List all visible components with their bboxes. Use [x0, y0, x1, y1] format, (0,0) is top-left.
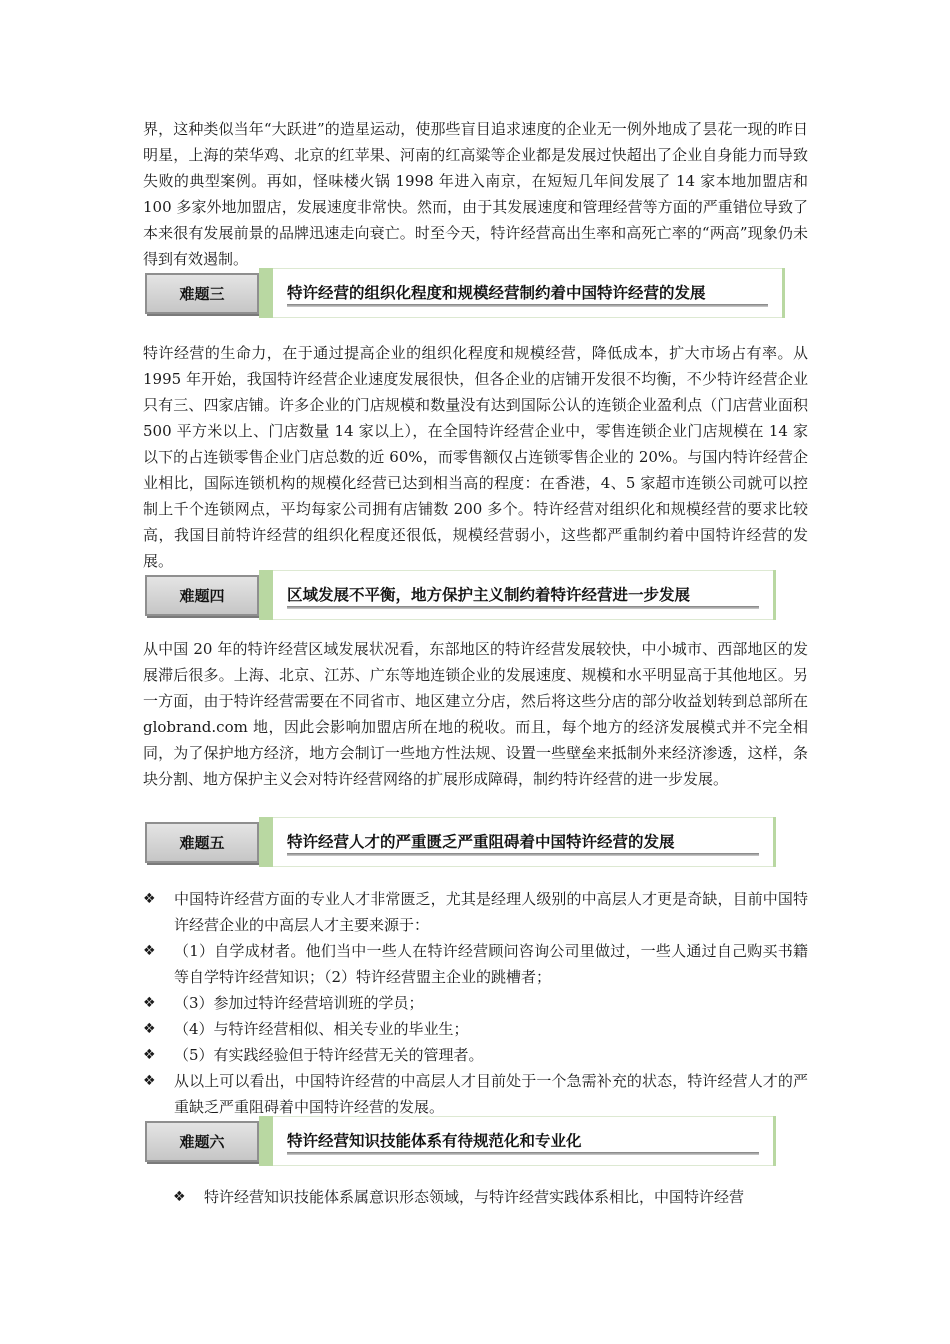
banner-title: 特许经营知识技能体系有待规范化和专业化: [273, 1116, 773, 1166]
paragraph-scale-operations: 特许经营的生命力，在于通过提高企业的组织化程度和规模经营，降低成本，扩大市场占有率。从 1995 年开始，我国特许经营企业速度发展很快，但各企业的店铺开发很不均衡，不少特许经营企业只有三、四家店铺。许多企业的门店规模和数量没有达到国际公认的连锁企业盈利点（门店营业面积 500 平方米以上、门店数量 14 家以上），在全国特许经营企业中，零售连锁企业门店规模在 14 家以下的占连锁零售企业门店总数的近 60%，而零售额仅占连锁零售企业的 20%。与国内特许经营企业相比，国际连锁机构的规模化经营已达到相当高的程度：在香港，4、5 家超市连锁公司就可以控制上千个连锁网点，平均每家公司拥有店铺数 200 多个。特许经营对组织化和规模经营的要求比较高，我国目前特许经营的组织化程度还很低，规模经营弱小，这些都严重制约着中国特许经营的发展。: [143, 344, 808, 570]
banner-divider: [259, 1116, 273, 1166]
section-banner-6: [143, 1116, 776, 1166]
list-item: ❖ （4）与特许经营相似、相关专业的毕业生；: [143, 1016, 808, 1042]
section-banner-3: [143, 268, 785, 318]
banner-title: 特许经营的组织化程度和规模经营制约着中国特许经营的发展: [273, 268, 782, 318]
section-banner-4: [143, 570, 776, 620]
banner-label: 难题五: [145, 822, 259, 863]
list-item: ❖ （1）自学成材者。他们当中一些人在特许经营顾问咨询公司里做过，一些人通过自己购买书籍等自学特许经营知识；（2）特许经营盟主企业的跳槽者；: [143, 938, 808, 990]
diamond-bullet-icon: ❖: [143, 1073, 156, 1089]
list-item: ❖ 从以上可以看出，中国特许经营的中高层人才目前处于一个急需补充的状态，特许经营人才的严重缺乏严重阻碍着中国特许经营的发展。: [143, 1068, 808, 1120]
list-item: ❖ 中国特许经营方面的专业人才非常匮乏，尤其是经理人级别的中高层人才更是奇缺，目前中国特许经营企业的中高层人才主要来源于：: [143, 886, 808, 938]
list-item: ❖ （5）有实践经验但于特许经营无关的管理者。: [143, 1042, 808, 1068]
diamond-bullet-icon: ❖: [143, 891, 156, 907]
diamond-bullet-icon: ❖: [143, 1047, 156, 1063]
diamond-bullet-icon: ❖: [143, 1021, 156, 1037]
banner-label: 难题六: [145, 1121, 259, 1162]
paragraph-franchise-failures: 界，这种类似当年“大跃进”的造星运动，使那些盲目追求速度的企业无一例外地成了昙花一现的昨日明星，上海的荣华鸡、北京的红苹果、河南的红高粱等企业都是发展过快超出了企业自身能力而导致失败的典型案例。再如，怪味楼火锅 1998 年进入南京，在短短几年间发展了 14 家本地加盟店和 100 多家外地加盟店，发展速度非常快。然而，由于其发展速度和管理经营等方面的严重错位导致了本来很有发展前景的品牌迅速走向衰亡。时至今天，特许经营高出生率和高死亡率的“两高”现象仍未得到有效遏制。: [143, 120, 808, 268]
list-item: ❖ （3）参加过特许经营培训班的学员；: [143, 990, 808, 1016]
knowledge-bullet-list: [173, 1184, 808, 1210]
banner-divider: [259, 268, 273, 318]
banner-label: 难题四: [145, 575, 259, 616]
diamond-bullet-icon: ❖: [173, 1189, 186, 1205]
section-banner-5: [143, 817, 776, 867]
banner-label: 难题三: [145, 273, 259, 314]
talent-bullet-list: [143, 886, 808, 1120]
paragraph-regional-imbalance: 从中国 20 年的特许经营区域发展状况看，东部地区的特许经营发展较快，中小城市、西部地区的发展滞后很多。上海、北京、江苏、广东等地连锁企业的发展速度、规模和水平明显高于其他地区。另一方面，由于特许经营需要在不同省市、地区建立分店，然后将这些分店的部分收益划转到总部所在 globrand.com 地，因此会影响加盟店所在地的税收。而且，每个地方的经济发展模式并不完全相同，为了保护地方经济，地方会制订一些地方性法规、设置一些壁垒来抵制外来经济渗透，这样，条块分割、地方保护主义会对特许经营网络的扩展形成障碍，制约特许经营的进一步发展。: [143, 640, 808, 788]
banner-title: 区域发展不平衡，地方保护主义制约着特许经营进一步发展: [273, 570, 773, 620]
banner-title: 特许经营人才的严重匮乏严重阻碍着中国特许经营的发展: [273, 817, 773, 867]
diamond-bullet-icon: ❖: [143, 995, 156, 1011]
list-item: ❖ 特许经营知识技能体系属意识形态领域，与特许经营实践体系相比，中国特许经营: [173, 1184, 808, 1210]
diamond-bullet-icon: ❖: [143, 943, 156, 959]
banner-divider: [259, 570, 273, 620]
banner-divider: [259, 817, 273, 867]
